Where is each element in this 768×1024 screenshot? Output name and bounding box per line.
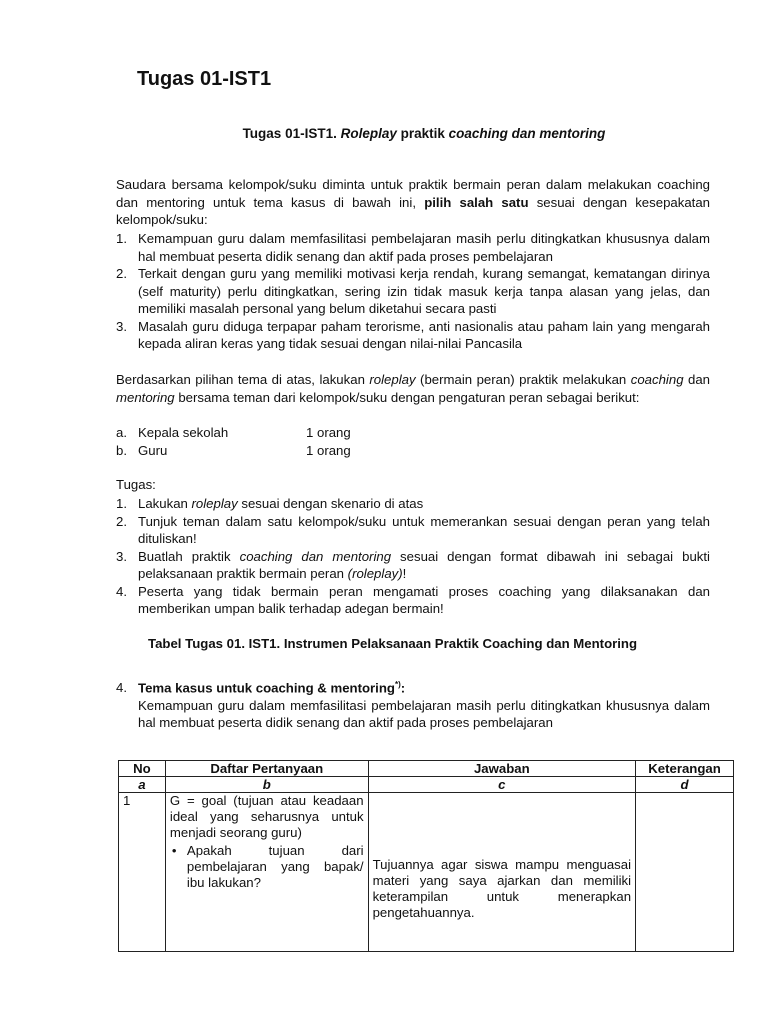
answer-cell: Tujuannya agar siswa mampu menguasai materi yang saya ajarkan dan memiliki keterampilan untuk menerapkan pengetahuannya. [368,793,635,952]
list-item: 2. Terkait dengan guru yang memiliki motivasi kerja rendah, kurang semangat, kematangan dirinya (self maturity) perlu ditingkatkan, sering izin tidak masuk kerja tanpa alasan yang jelas, dan memiliki masalah personal yang belum diketahui secara pasti [116,266,710,316]
header-answer: Jawaban [368,761,635,777]
roles-list [116,424,351,459]
list-item: 1. Kemampuan guru dalam memfasilitasi pembelajaran masih perlu ditingkatkan khususnya dalam hal membuat peserta didik senang dan aktif pada proses pembelajaran [116,231,710,264]
list-item: 3. Masalah guru diduga terpapar paham terorisme, anti nasionalis atau paham lain yang mengarah kepada aliran keras yang tidak sesuai dengan nilai-nilai Pancasila [116,318,710,351]
roleplay-paragraph: Berdasarkan pilihan tema di atas, lakukan roleplay (bermain peran) praktik melakukan coaching dan mentoring bersama teman dari kelompok/suku dengan pengaturan peran sebagai berikut: [116,372,711,405]
sub-a: a [119,777,166,793]
theme-list [116,230,710,353]
table-row [119,793,734,952]
sub-d: d [636,777,734,793]
list-item: 3. Buatlah praktik coaching dan mentoring sesuai dengan format dibawah ini sebagai bukti pelaksanaan praktik bermain peran (roleplay)! [116,548,710,581]
coaching-table [118,760,734,952]
subtitle: Tugas 01-IST1. Roleplay praktik coaching dan mentoring [242,126,606,141]
list-item: 2. Tunjuk teman dalam satu kelompok/suku untuk memerankan sesuai dengan peran yang telah dituliskan! [116,513,710,546]
page-title: Tugas 01-IST1 [137,68,272,90]
note-cell [636,793,734,952]
tasks-list [116,495,710,618]
intro-paragraph: Saudara bersama kelompok/suku diminta untuk praktik bermain peran dalam melakukan coaching dan mentoring untuk tema kasus di bawah ini, pilih salah satu sesuai dengan kesepakatan kelompok/suku: [116,177,710,227]
tasks-heading: Tugas: [116,477,156,492]
list-item: a. Kepala sekolah 1 orang [116,425,351,440]
list-item: 4. Peserta yang tidak bermain peran mengamati proses coaching yang dilaksanakan dan memberikan umpan balik terhadap adegan bermain! [116,583,710,616]
table-title: Tabel Tugas 01. IST1. Instrumen Pelaksanaan Praktik Coaching dan Mentoring [148,636,638,651]
question-cell: G = goal (tujuan atau keadaan ideal yang seharusnya untuk menjadi seorang guru) • Apakah tujuan dari pembelajaran yang bapak/ ibu lakukan? [165,793,368,952]
row-number: 1 [119,793,166,952]
case-theme: 4. Tema kasus untuk coaching & mentoring*): Kemampuan guru dalam memfasilitasi pembelajaran masih perlu ditingkatkan khususnya dalam hal membuat peserta didik senang dan aktif pada proses pembelajaran [116,680,710,731]
list-item: b. Guru 1 orang [116,442,351,458]
header-question: Daftar Pertanyaan [165,761,368,777]
list-item: 1. Lakukan roleplay sesuai dengan skenario di atas [116,496,424,511]
sub-c: c [368,777,635,793]
sub-b: b [165,777,368,793]
header-note: Keterangan [636,761,734,777]
header-no: No [119,761,166,777]
